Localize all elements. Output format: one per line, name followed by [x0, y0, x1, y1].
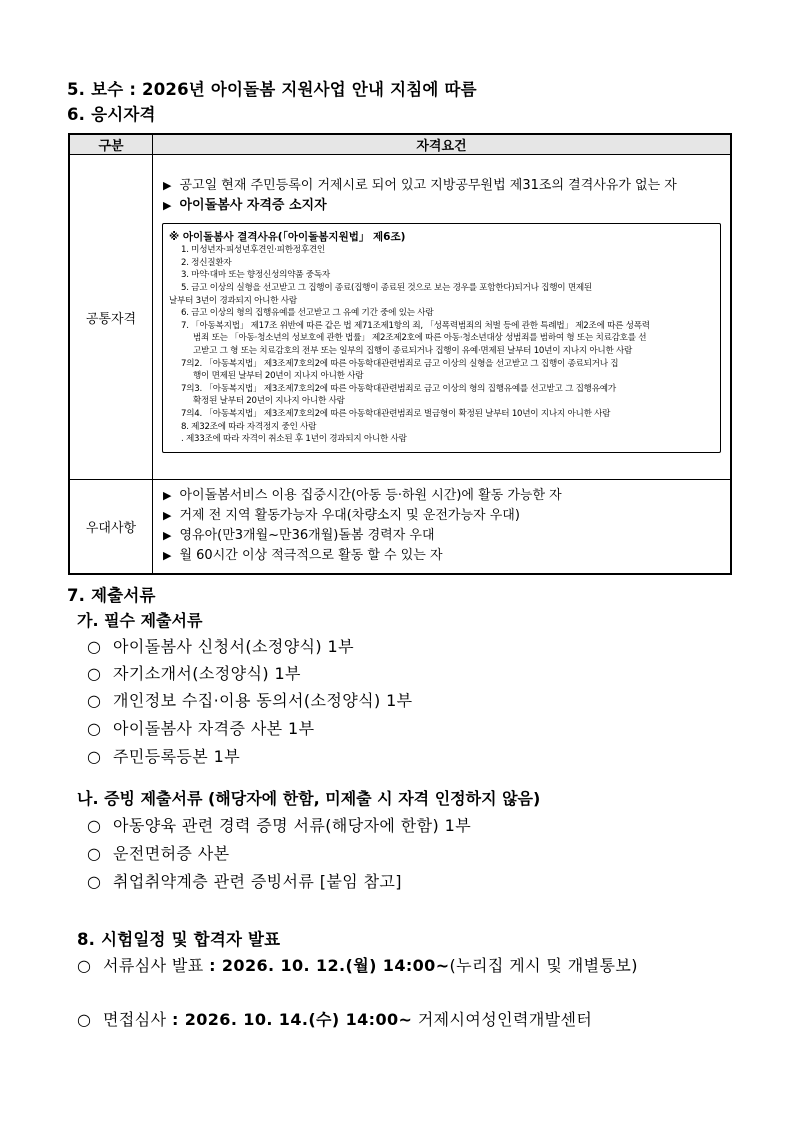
circle-bullet-icon: ○: [87, 719, 102, 738]
preferred-bullet: [153, 506, 730, 526]
box-line: 6. 금고 이상의 형의 집행유예를 선고받고 그 유예 기간 중에 있는 사람: [181, 308, 434, 319]
circle-bullet-icon: ○: [87, 816, 102, 835]
row-label-common: 공통자격: [69, 155, 153, 480]
box-line: 확정된 날부터 20년이 지나지 아니한 사람: [193, 396, 345, 407]
box-line: 8. 제32조에 따라 자격정지 중인 사람: [181, 421, 317, 432]
doc-text: 개인정보 수집·이용 동의서(소정양식) 1부: [113, 691, 413, 710]
qualification-table: [68, 133, 732, 575]
table-header-requirements: 자격요건: [153, 134, 732, 155]
bullet-text: 아이돌봄서비스 이용 집중시간(아동 등·하원 시간)에 활동 가능한 자: [179, 488, 562, 504]
triangle-bullet-icon: ▶: [163, 529, 172, 543]
required-doc-item: [87, 716, 314, 739]
common-bullet: [153, 196, 730, 216]
box-title: ※ 아이돌봄사 결격사유(「아이돌봄지원법」 제6조): [169, 231, 406, 244]
proof-doc-item: [87, 813, 471, 836]
schedule-label: 서류심사 발표: [103, 956, 204, 975]
circle-bullet-icon: ○: [77, 956, 92, 975]
required-doc-item: [87, 744, 240, 767]
doc-text: 아이돌봄사 자격증 사본 1부: [113, 719, 315, 738]
subsection-required: 가. 필수 제출서류: [77, 611, 203, 630]
schedule-document-review: [77, 953, 638, 976]
preferred-bullet: [153, 526, 730, 546]
proof-doc-item: [87, 869, 402, 892]
section-6-title: 6. 응시자격: [67, 105, 156, 124]
schedule-interview: [77, 1007, 592, 1030]
bullet-text: 아이돌봄사 자격증 소지자: [179, 198, 327, 214]
circle-bullet-icon: ○: [87, 747, 102, 766]
triangle-bullet-icon: ▶: [163, 509, 172, 523]
box-line: 7의4. 「아동복지법」 제3조제7호의2에 따른 아동학대관련범죄로 벌금형이 확정된 날부터 10년이 지나지 아니한 사람: [181, 408, 611, 419]
section-7-title: 7. 제출서류: [67, 586, 156, 605]
preferred-bullet: [153, 546, 730, 566]
required-doc-item: [87, 661, 301, 684]
box-line: 1. 미성년자·피성년후견인·피한정후견인: [181, 245, 325, 256]
triangle-bullet-icon: ▶: [163, 549, 172, 563]
doc-text: 아동양육 관련 경력 증명 서류(해당자에 한함) 1부: [113, 816, 472, 835]
triangle-bullet-icon: ▶: [163, 489, 172, 503]
box-line: 범죄 또는 「아동·청소년의 성보호에 관한 법률」 제2조제2호에 따른 아동·청소년대상 성범죄를 범하여 형 또는 치료감호를 선: [193, 333, 647, 344]
box-line: 2. 정신질환자: [181, 257, 232, 268]
box-line: 5. 금고 이상의 실형을 선고받고 그 집행이 종료(집행이 종료된 것으로 보는 경우를 포함한다)되거나 집행이 면제된: [181, 283, 592, 294]
box-line: 7의2. 「아동복지법」 제3조제7호의2에 따른 아동학대관련범죄로 금고 이상의 실형을 선고받고 그 집행이 종료되거나 집: [181, 358, 619, 369]
disqualification-box: [162, 223, 721, 453]
row-label-preferred: 우대사항: [69, 480, 153, 574]
circle-bullet-icon: ○: [87, 664, 102, 683]
circle-bullet-icon: ○: [77, 1010, 92, 1029]
common-bullet: [153, 176, 730, 196]
preferred-cell: [153, 480, 732, 574]
common-requirements-cell: [153, 155, 732, 480]
required-doc-item: [87, 688, 413, 711]
doc-text: 자기소개서(소정양식) 1부: [113, 664, 301, 683]
bullet-text: 영유아(만3개월~만36개월)돌봄 경력자 우대: [179, 528, 435, 544]
box-line: 행이 면제된 날부터 20년이 지나지 아니한 사람: [193, 371, 364, 382]
table-header-category: 구분: [69, 134, 153, 155]
circle-bullet-icon: ○: [87, 872, 102, 891]
schedule-date: : 2026. 10. 12.(월) 14:00~: [209, 956, 450, 975]
triangle-bullet-icon: ▶: [163, 179, 172, 193]
schedule-note: (누리집 게시 및 개별통보): [449, 956, 638, 975]
schedule-date: : 2026. 10. 14.(수) 14:00~: [171, 1010, 413, 1029]
circle-bullet-icon: ○: [87, 691, 102, 710]
doc-text: 주민등록등본 1부: [113, 747, 241, 766]
box-line: . 제33조에 따라 자격이 취소된 후 1년이 경과되지 아니한 사람: [181, 434, 407, 445]
bullet-text: 거제 전 지역 활동가능자 우대(차량소지 및 운전가능자 우대): [179, 508, 520, 524]
subsection-proof: 나. 증빙 제출서류 (해당자에 한함, 미제출 시 자격 인정하지 않음): [77, 789, 541, 808]
box-line: 3. 마약·대마 또는 향정신성의약품 중독자: [181, 270, 330, 281]
box-line: 고받고 그 형 또는 치료감호의 전부 또는 일부의 집행이 종료되거나 집행이 유예·면제된 날부터 10년이 지나지 아니한 사람: [193, 346, 633, 356]
doc-text: 아이돌봄사 신청서(소정양식) 1부: [113, 637, 354, 656]
preferred-bullet: [153, 486, 730, 506]
triangle-bullet-icon: ▶: [163, 199, 172, 213]
schedule-label: 면접심사: [103, 1010, 167, 1029]
bullet-text: 공고일 현재 주민등록이 거제시로 되어 있고 지방공무원법 제31조의 결격사유가 없는 자: [179, 178, 677, 194]
section-8-title: 8. 시험일정 및 합격자 발표: [77, 930, 281, 949]
box-line: 7. 「아동복지법」 제17조 위반에 따른 같은 법 제71조제1항의 죄, 「성폭력범죄의 처벌 등에 관한 특례법」 제2조에 따른 성폭력: [181, 320, 650, 331]
circle-bullet-icon: ○: [87, 844, 102, 863]
bullet-text: 월 60시간 이상 적극적으로 활동 할 수 있는 자: [179, 548, 443, 564]
box-line: 7의3. 「아동복지법」 제3조제7호의2에 따른 아동학대관련범죄로 금고 이상의 형의 집행유예를 선고받고 그 집행유예가: [181, 383, 616, 394]
proof-doc-item: [87, 841, 229, 864]
doc-text: 운전면허증 사본: [113, 844, 230, 863]
schedule-note: 거제시여성인력개발센터: [412, 1010, 593, 1029]
circle-bullet-icon: ○: [87, 637, 102, 656]
section-5-pay: 5. 보수 : 2026년 아이돌봄 지원사업 안내 지침에 따름: [67, 80, 477, 99]
required-doc-item: [87, 634, 354, 657]
doc-text: 취업취약계층 관련 증빙서류 [붙임 참고]: [113, 872, 402, 891]
box-line: 날부터 3년이 경과되지 아니한 사람: [169, 295, 297, 306]
